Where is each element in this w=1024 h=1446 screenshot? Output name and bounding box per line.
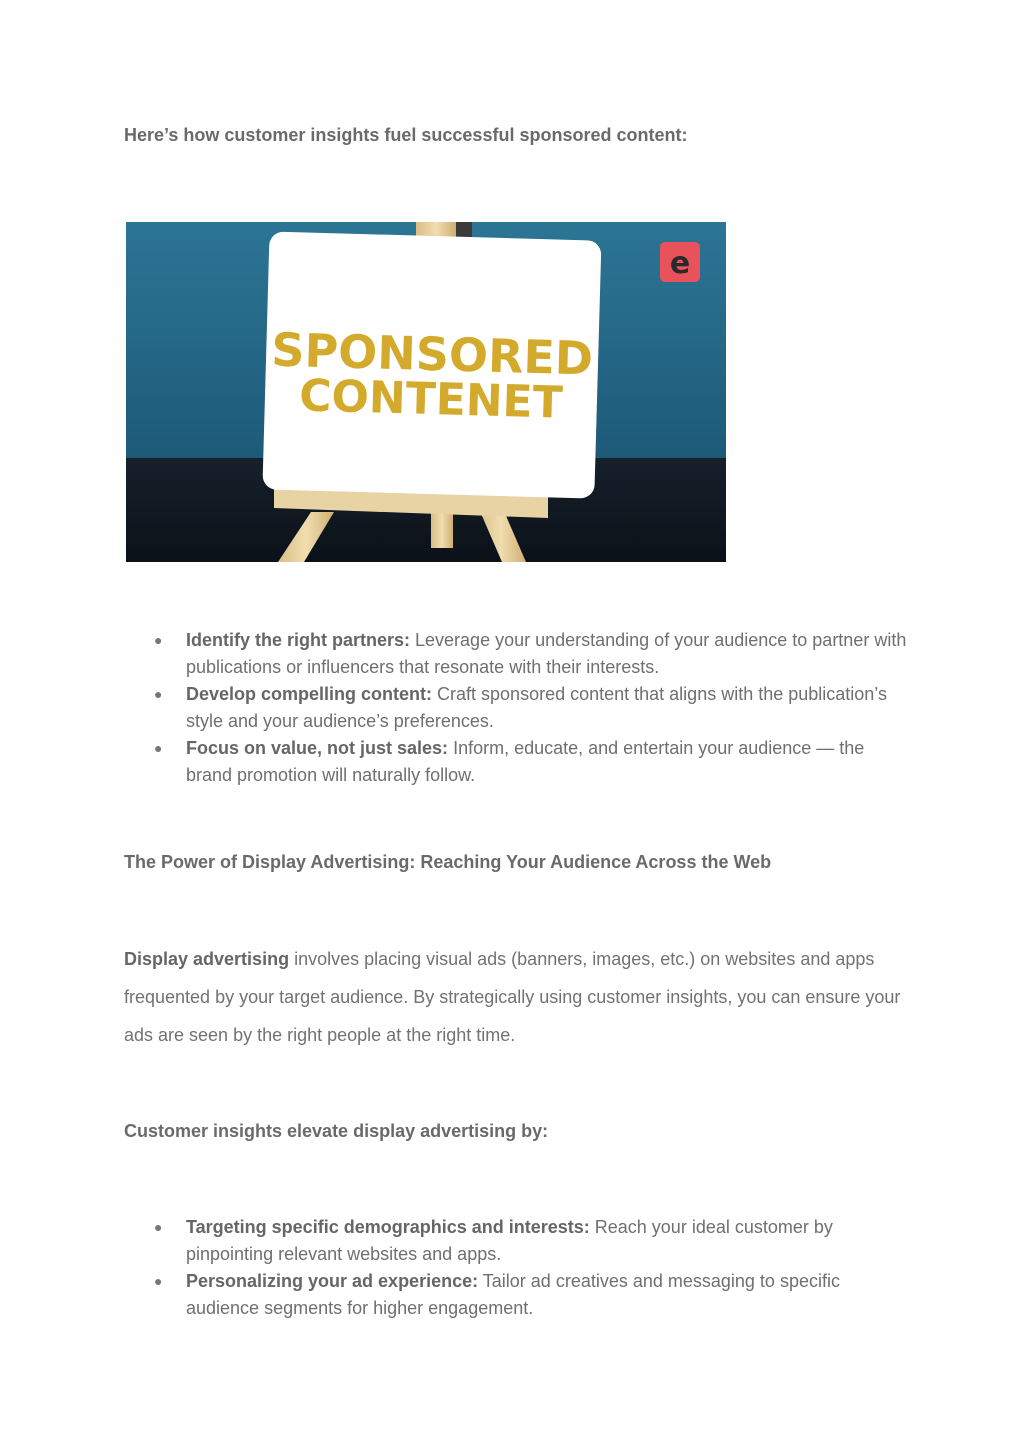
intro-heading: Here’s how customer insights fuel successful sponsored content: — [124, 125, 688, 145]
list-item — [150, 681, 910, 735]
list-item — [150, 1268, 910, 1322]
elevate-heading: Customer insights elevate display advertising by: — [124, 1121, 549, 1141]
sign-line-2: CONTENET — [298, 370, 564, 429]
list-item-term: Personalizing your ad experience: — [186, 1271, 479, 1291]
sponsored-content-list — [150, 627, 910, 789]
paragraph-term: Display advertising — [124, 949, 290, 969]
list-item-text: Tailor ad creatives and messaging to specific audience segments for higher engagement. — [186, 1271, 840, 1318]
bullet-icon: ● — [154, 632, 163, 648]
list-item-term: Develop compelling content: — [186, 684, 433, 704]
list-item-text: Craft sponsored content that aligns with the publication’s style and your audience’s preferences. — [186, 684, 887, 731]
list-item — [150, 1214, 910, 1268]
list-item — [150, 627, 910, 681]
paragraph-text: involves placing visual ads (banners, images, etc.) on websites and apps frequented by your target audience. By strategically using customer insights, you can ensure your ads are seen by the right people at the right time. — [124, 949, 901, 1045]
display-advertising-heading: The Power of Display Advertising: Reaching Your Audience Across the Web — [124, 852, 772, 872]
list-item-term: Focus on value, not just sales: — [186, 738, 449, 758]
display-advertising-list — [150, 1214, 910, 1322]
bullet-icon: ● — [154, 1273, 163, 1289]
list-item-text: Reach your ideal customer by pinpointing relevant websites and apps. — [186, 1217, 833, 1264]
bullet-icon: ● — [154, 740, 163, 756]
brand-logo-icon — [660, 242, 700, 282]
bullet-icon: ● — [154, 1219, 163, 1235]
bullet-icon: ● — [154, 686, 163, 702]
sponsored-content-image — [126, 222, 726, 562]
list-item-text: Inform, educate, and entertain your audience — the brand promotion will naturally follow. — [186, 738, 865, 785]
sign-line-1: SPONSORED — [270, 322, 594, 386]
display-advertising-paragraph — [124, 940, 904, 1054]
list-item — [150, 735, 910, 789]
list-item-term: Identify the right partners: — [186, 630, 411, 650]
list-item-text: Leverage your understanding of your audience to partner with publications or influencers that resonate with their interests. — [186, 630, 907, 677]
svg-text:e: e — [669, 246, 691, 281]
list-item-term: Targeting specific demographics and interests: — [186, 1217, 590, 1237]
